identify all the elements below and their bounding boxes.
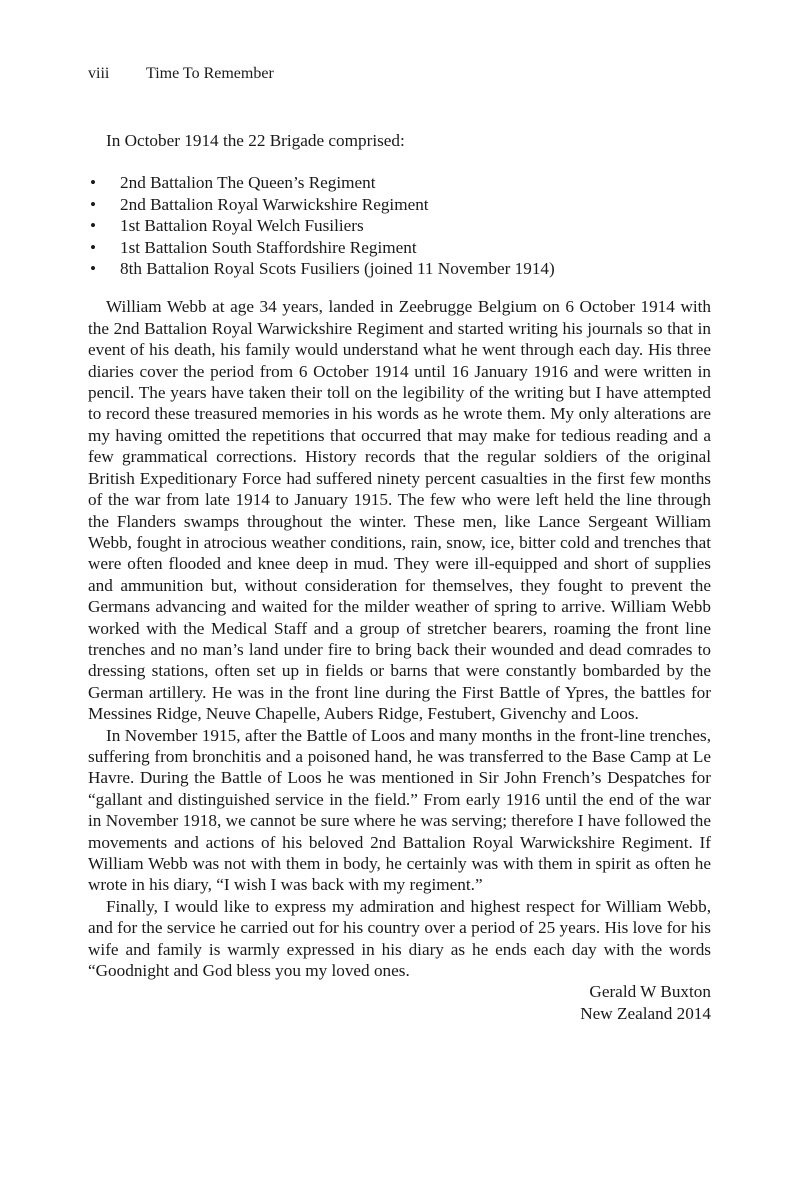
list-item-text: 2nd Battalion Royal Warwickshire Regiment <box>120 194 429 214</box>
list-item <box>88 237 711 258</box>
bullet-icon: • <box>90 216 97 236</box>
running-head <box>88 64 274 84</box>
paragraph: Finally, I would like to express my admiration and highest respect for William Webb, and for the service he carried out for his country over a period of 25 years. His love for his wife and family is warmly expressed in his diary as he ends each day with the words “Goodnight and God bless you my loved ones. <box>88 896 711 981</box>
list-item <box>88 172 711 193</box>
intro-line: In October 1914 the 22 Brigade comprised: <box>106 131 405 150</box>
list-item-text: 8th Battalion Royal Scots Fusiliers (joined 11 November 1914) <box>120 259 555 279</box>
bullet-icon: • <box>90 259 97 279</box>
paragraph: In November 1915, after the Battle of Loos and many months in the front-line trenches, suffering from bronchitis and a poisoned hand, he was transferred to the Base Camp at Le Havre. During the Battle of Loos he was mentioned in Sir John French’s Despatches for “gallant and distinguished service in the field.” From early 1916 until the end of the war in November 1918, we cannot be sure where he was serving; therefore I have followed the movements and actions of his beloved 2nd Battalion Royal Warwickshire Regiment. If William Webb was not with them in body, he certainly was with them in spirit as often he wrote in his diary, “I wish I was back with my regiment.” <box>88 725 711 895</box>
signature-name: Gerald W Buxton <box>589 982 711 1002</box>
list-item <box>88 194 711 215</box>
bullet-icon: • <box>90 194 97 214</box>
list-item-text: 1st Battalion Royal Welch Fusiliers <box>120 216 364 236</box>
brigade-list <box>88 172 711 279</box>
paragraph: William Webb at age 34 years, landed in Zeebrugge Belgium on 6 October 1914 with the 2nd Battalion Royal Warwickshire Regiment and started writing his journals so that in event of his death, his family would understand what he went through each day. His three diaries cover the period from 6 October 1914 until 16 January 1916 and were written in pencil. The years have taken their toll on the legibility of the writing but I have attempted to record these treasured memories in his words as he wrote them. My only alterations are my having omitted the repetitions that occurred that may make for tedious reading and a few grammatical corrections. History records that the regular soldiers of the original British Expeditionary Force had suffered ninety percent casualties in the first few months of the war from late 1914 to January 1915. The few who were left held the line through the Flanders swamps throughout the winter. These men, like Lance Sergeant William Webb, fought in atrocious weather conditions, rain, snow, ice, bitter cold and trenches that were often flooded and knee deep in mud. They were ill-equipped and short of supplies and ammunition but, without consideration for themselves, they fought to prevent the Germans advancing and waited for the milder weather of spring to arrive. William Webb worked with the Medical Staff and a group of stretcher bearers, roaming the front line trenches and no man’s land under fire to bring back their wounded and dead comrades to dressing stations, often set up in fields or barns that were constantly bombarded by the German artillery. He was in the front line during the First Battle of Ypres, the battles for Messines Ridge, Neuve Chapelle, Aubers Ridge, Festubert, Givenchy and Loos. <box>88 297 711 724</box>
bullet-icon: • <box>90 237 97 257</box>
list-item-text: 2nd Battalion The Queen’s Regiment <box>120 173 376 193</box>
bullet-icon: • <box>90 173 97 193</box>
page-number: viii <box>88 65 110 82</box>
list-item <box>88 258 711 279</box>
running-title: Time To Remember <box>146 65 274 82</box>
list-item <box>88 215 711 236</box>
page-content <box>88 130 711 1024</box>
signature-place-year: New Zealand 2014 <box>580 1003 711 1023</box>
list-item-text: 1st Battalion South Staffordshire Regiment <box>120 237 417 257</box>
